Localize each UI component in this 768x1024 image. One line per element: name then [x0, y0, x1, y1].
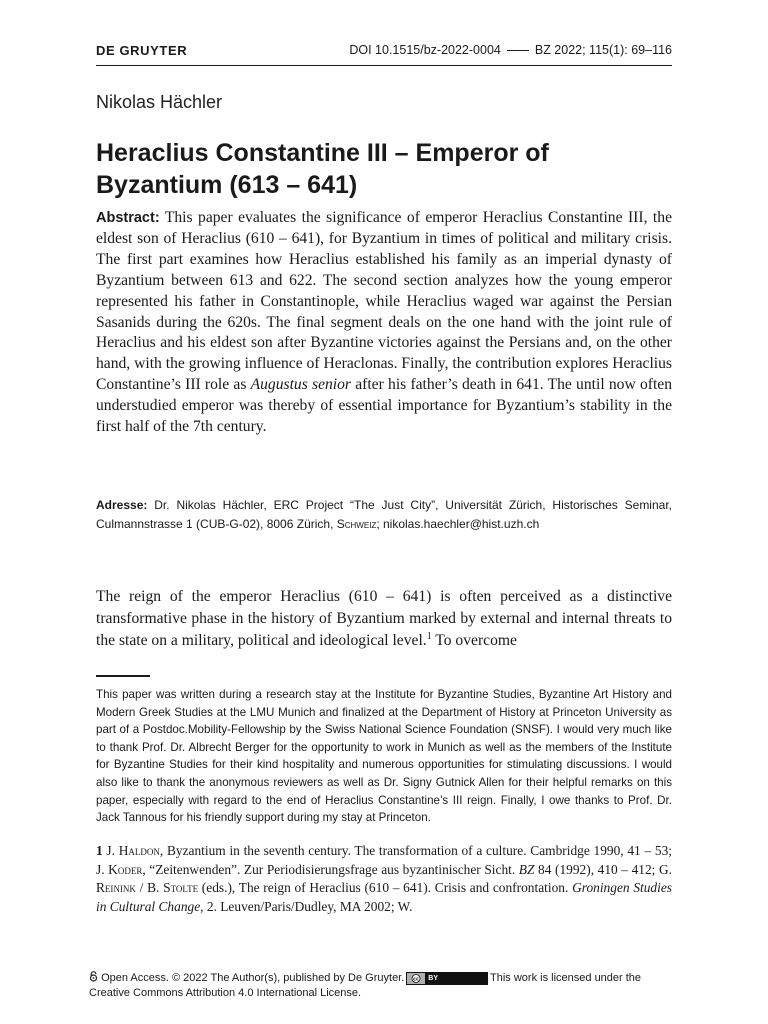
article-title	[96, 137, 656, 201]
footnote-1	[96, 842, 672, 916]
cc-badge-bar	[441, 973, 487, 984]
open-access-icon	[89, 971, 98, 982]
cc-by-label: BY	[428, 975, 439, 982]
running-header	[96, 40, 672, 60]
footnote-text: , 2. Leuven/Paris/Dudley, MA 2002; W.	[200, 898, 413, 914]
footnote-author: Reinink	[96, 880, 136, 895]
footnote-journal: BZ	[518, 861, 535, 877]
address-label: Adresse:	[96, 498, 148, 512]
publisher-name: DE GRUYTER	[96, 42, 188, 58]
footnote-acknowledgement: This paper was written during a research stay at the Institute for Byzantine Studies, Byzantine Art History and Modern Greek Studies at the LMU Munich and finalized at the Department of History at Princeton University as part of a Postdoc.Mobility-Fellowship by the Swiss National Science Foundation (SNSF). I would very much like to thank Prof. Dr. Albrecht Berger for the opportunity to work in Munich as well as the members of the Institute for Byzantine Studies for their kind hospitality and numerous opportunities for stimulating discussions. I would also like to thank the anonymous reviewers as well as Dr. Signy Gutnick Allen for their helpful remarks on this paper, especially with regard to the end of Heraclius Constantine’s III reign. Finally, I owe thanks to Prof. Dr. Jack Tannous for his friendly support during my stay at Princeton.	[96, 688, 672, 825]
title-line-1: Heraclius Constantine III – Emperor of	[96, 139, 549, 167]
doi[interactable]: DOI 10.1515/bz-2022-0004	[349, 43, 501, 57]
cc-by-badge[interactable]	[406, 972, 488, 985]
footnote-text: / B.	[135, 880, 164, 895]
license-notice	[89, 971, 679, 1001]
address-text-2[interactable]: ; nikolas.haechler@hist.uzh.ch	[376, 517, 540, 531]
author-address	[96, 496, 672, 534]
cc-icon	[407, 973, 425, 984]
abstract	[96, 208, 672, 438]
footnote-author: Stolte	[163, 880, 199, 895]
footnote-text: (eds.), The reign of Heraclius (610 – 641). Crisis and confrontation.	[198, 880, 573, 895]
footnote-series: Groningen Studies in Cultural Change	[96, 880, 672, 914]
journal-citation: BZ 2022; 115(1): 69–116	[534, 43, 672, 57]
abstract-label: Abstract:	[96, 210, 160, 226]
body-text-after: To overcome	[431, 632, 517, 649]
footnote-text: , Byzantium in the seventh century. The transformation of a culture. Cambridge 1990, 41 – 53; J.	[96, 843, 672, 877]
body-text: The reign of the emperor Heraclius (610 – 641) is often perceived as a distinctive transformative phase in the history of Byzantium marked by external and internal threats to the state on a military, political and ideological level.	[96, 588, 672, 649]
footnote-reference[interactable]: 1	[426, 630, 432, 642]
footnote-author: Haldon	[118, 843, 160, 858]
abstract-italic: Augustus senior	[250, 376, 352, 394]
address-text-1: Dr. Nikolas Hächler, ERC Project “The Just City”, Universität Zürich, Historisches Seminar, Culmannstrasse 1 (CUB-G-02), 8006 Zürich,	[96, 498, 672, 531]
address-country: Schweiz	[336, 517, 377, 531]
citation-info	[349, 43, 672, 57]
footnote-rule	[96, 675, 150, 677]
title-line-2: Byzantium (613 – 641)	[96, 171, 358, 199]
footnote-author: Koder	[108, 861, 143, 877]
body-paragraph	[96, 586, 672, 652]
license-text-2: This work is licensed under the Creative Commons Attribution 4.0 International License.	[89, 972, 642, 999]
svg-text:cc: cc	[413, 977, 420, 983]
footnote-number: 1	[96, 843, 103, 858]
footnote-text: J.	[102, 843, 119, 858]
header-dash	[507, 50, 529, 51]
license-text-1: Open Access. © 2022 The Author(s), published by De Gruyter.	[101, 972, 405, 984]
abstract-text-2: after his father’s death in 641. The until now often understudied emperor was thereby of essential importance for Byzantium’s stability in the first half of the 7th century.	[96, 376, 672, 436]
header-rule	[96, 65, 672, 66]
footnote-text: 84 (1992), 410 – 412; G.	[534, 861, 672, 877]
footnote-text: , “Zeitenwenden”. Zur Periodisierungsfrage aus byzantinischer Sicht.	[142, 861, 519, 877]
abstract-text-1: This paper evaluates the significance of emperor Heraclius Constantine III, the eldest son of Heraclius (610 – 641), for Byzantium in times of political and military crisis. The first part examines how Heraclius established his family as an imperial dynasty of Byzantium between 613 and 622. The second section analyzes how the young emperor represented his father in Constantinople, while Heraclius waged war against the Persian Sasanids during the 620s. The final segment deals on the one hand with the joint rule of Heraclius and his eldest son after Byzantine victories against the Persians and, on the other hand, with the growing influence of Heraclonas. Finally, the contribution explores Heraclius Constantine’s III role as	[96, 209, 672, 394]
author-name: Nikolas Hächler	[96, 92, 223, 112]
